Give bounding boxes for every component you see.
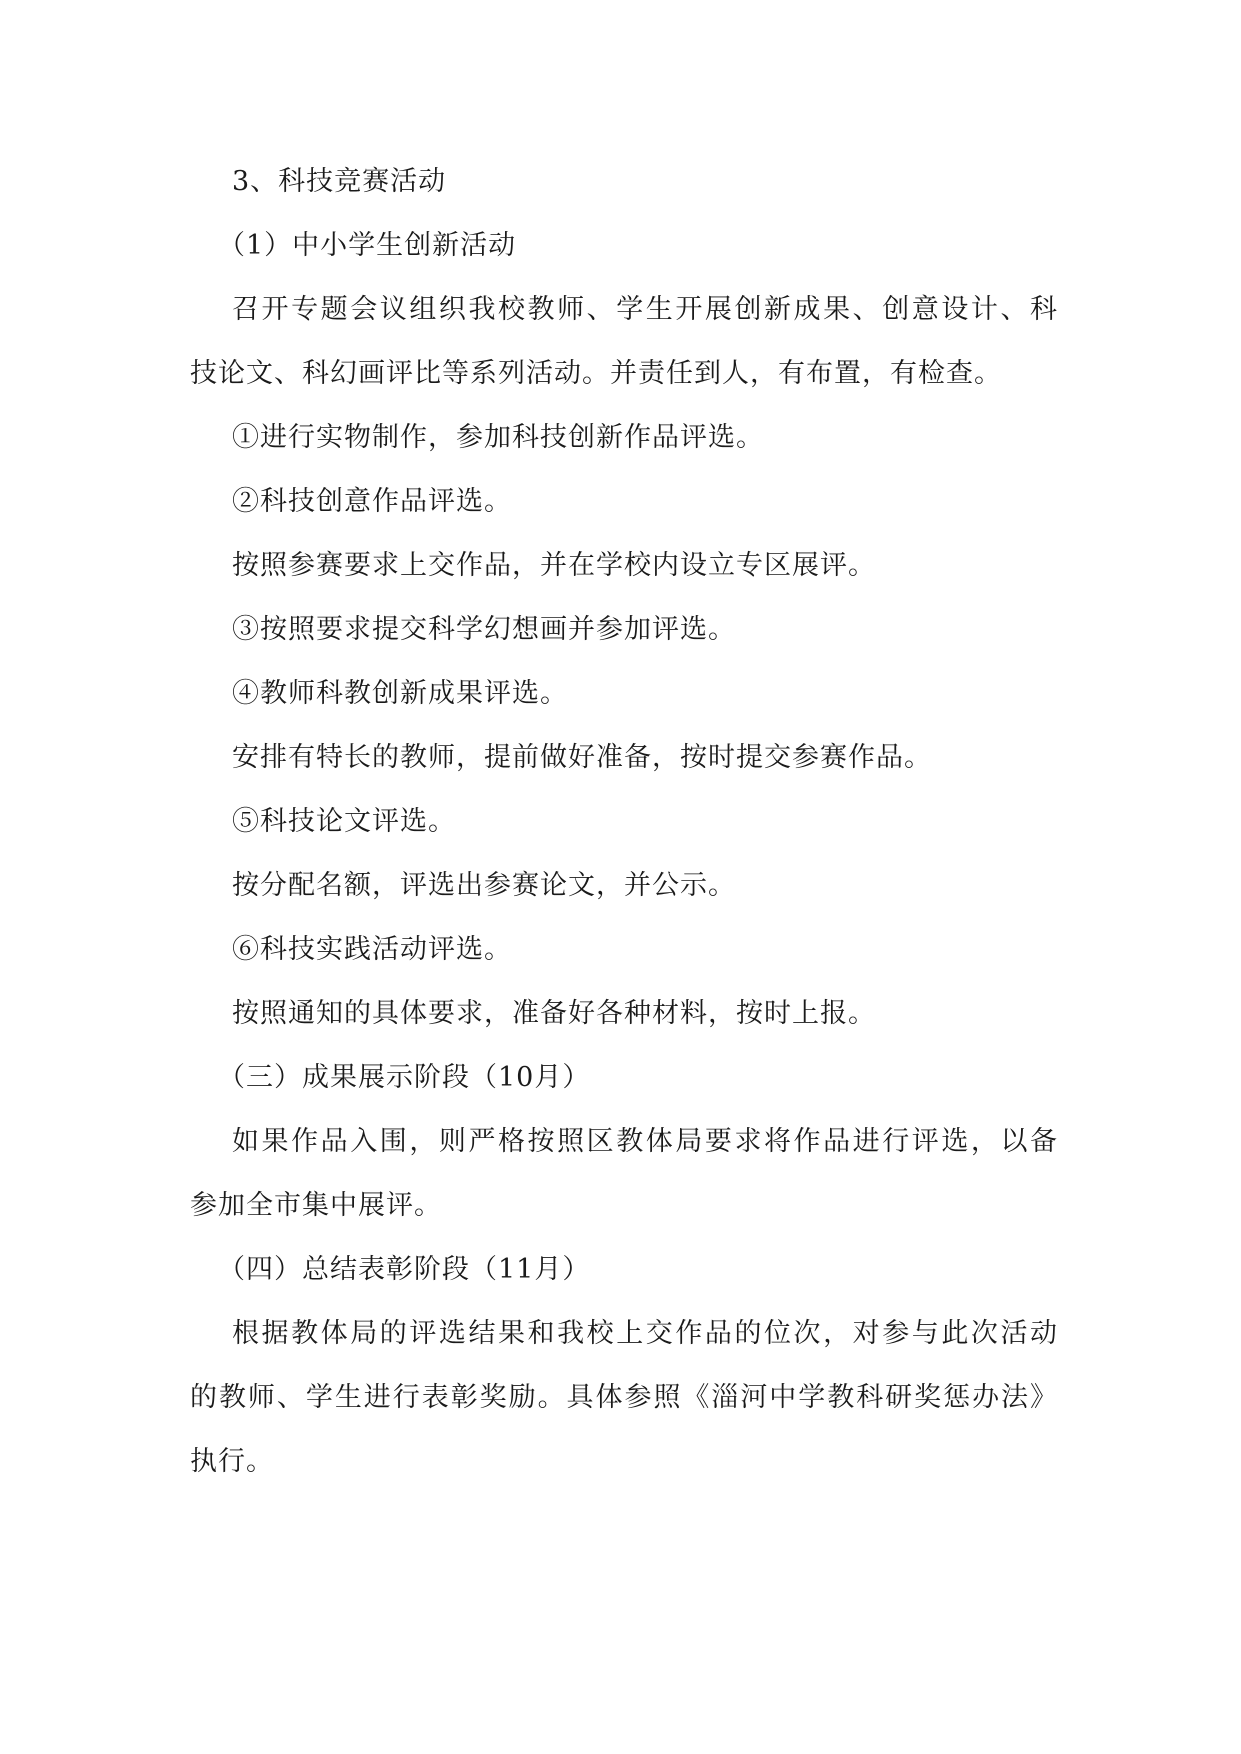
paragraph-line: 召开专题会议组织我校教师、学生开展创新成果、创意设计、科 xyxy=(232,294,1058,325)
paragraph-line: 按照参赛要求上交作品，并在学校内设立专区展评。 xyxy=(232,550,876,581)
list-item-3: ③按照要求提交科学幻想画并参加评选。 xyxy=(232,614,736,645)
paragraph-line: 安排有特长的教师，提前做好准备，按时提交参赛作品。 xyxy=(232,742,932,773)
paragraph-line: 执行。 xyxy=(190,1446,274,1477)
paragraph-line: 如果作品入围，则严格按照区教体局要求将作品进行评选，以备 xyxy=(232,1126,1058,1157)
list-item-2: ②科技创意作品评选。 xyxy=(232,486,512,517)
list-item-1: ①进行实物制作，参加科技创新作品评选。 xyxy=(232,422,764,453)
paragraph-line: 的教师、学生进行表彰奖励。具体参照《淄河中学教科研奖惩办法》 xyxy=(190,1382,1058,1413)
subsection-heading-innovation: （1）中小学生创新活动 xyxy=(218,230,517,261)
paragraph-line: 按分配名额，评选出参赛论文，并公示。 xyxy=(232,870,736,901)
list-item-5: ⑤科技论文评选。 xyxy=(232,806,456,837)
list-item-4: ④教师科教创新成果评选。 xyxy=(232,678,568,709)
section-heading-tech-competition: 3、科技竞赛活动 xyxy=(232,166,447,197)
paragraph-line: 按照通知的具体要求，准备好各种材料，按时上报。 xyxy=(232,998,876,1029)
list-item-6: ⑥科技实践活动评选。 xyxy=(232,934,512,965)
section-heading-summary-awards: （四）总结表彰阶段（11月） xyxy=(218,1254,591,1285)
section-heading-results-display: （三）成果展示阶段（10月） xyxy=(218,1062,591,1093)
paragraph-line: 根据教体局的评选结果和我校上交作品的位次，对参与此次活动 xyxy=(232,1318,1058,1349)
paragraph-line: 技论文、科幻画评比等系列活动。并责任到人，有布置，有检查。 xyxy=(190,358,1002,389)
paragraph-line: 参加全市集中展评。 xyxy=(190,1190,442,1221)
